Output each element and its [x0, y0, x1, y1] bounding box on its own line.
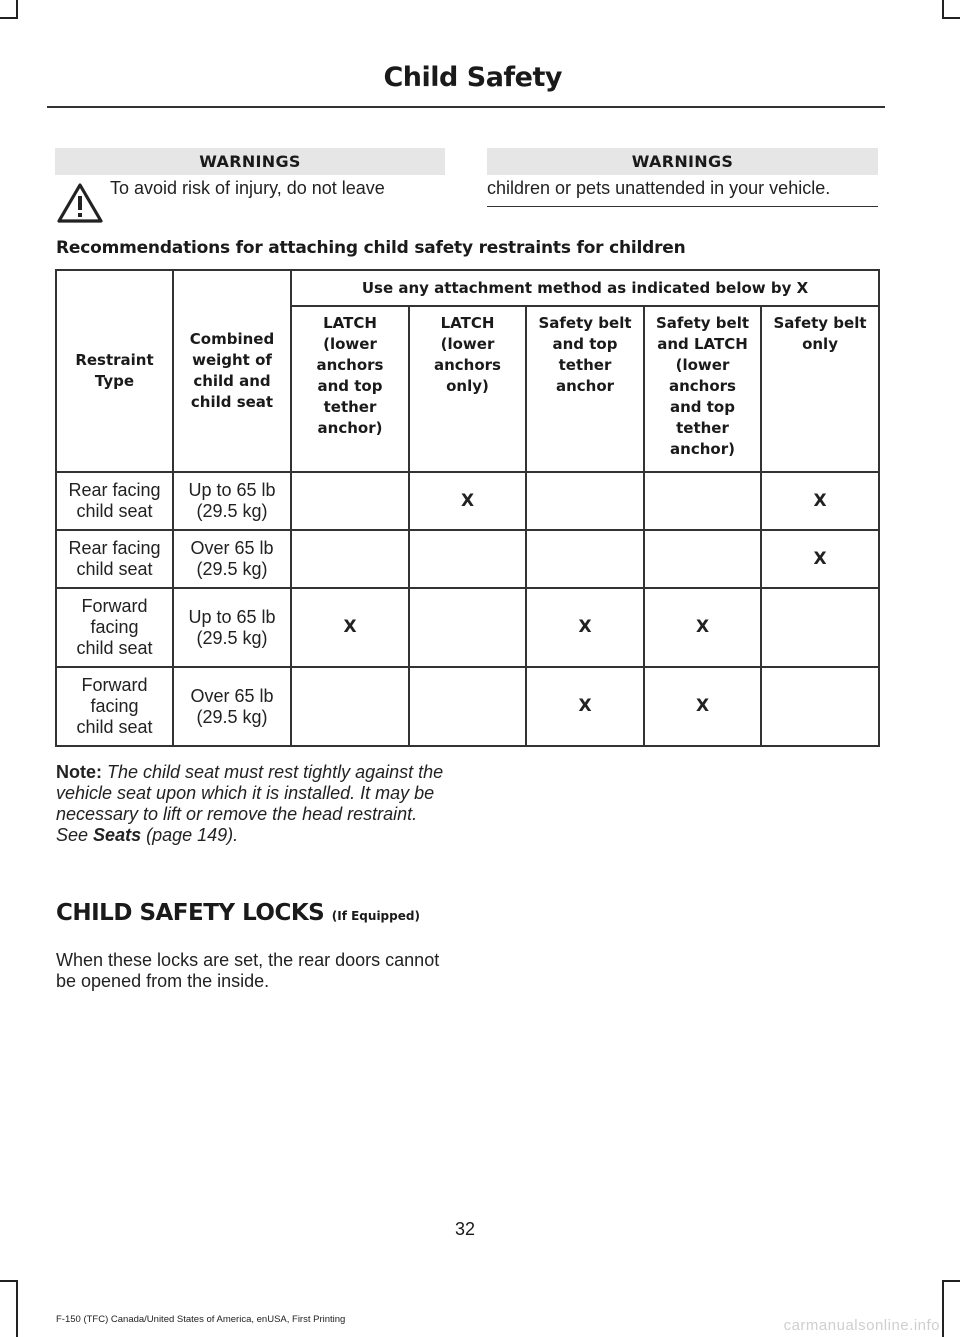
warnings-heading-left: WARNINGS — [55, 148, 445, 175]
mark-cell — [761, 667, 879, 746]
header-restraint-type: Restraint Type — [56, 270, 173, 472]
mark-cell: X — [526, 588, 644, 667]
child-locks-suffix: (If Equipped) — [331, 909, 420, 923]
header-belt-top-tether: Safety belt and top tether anchor — [526, 306, 644, 472]
warning-divider — [487, 206, 878, 207]
header-attachment-method: Use any attachment method as indicated below by X — [291, 270, 879, 306]
footer-text: F-150 (TFC) Canada/United States of America, enUSA, First Printing — [56, 1314, 346, 1325]
mark-cell — [761, 588, 879, 667]
crop-mark — [16, 1280, 18, 1337]
mark-cell — [291, 530, 409, 588]
header-combined-weight: Combined weight of child and child seat — [173, 270, 291, 472]
mark-cell — [291, 667, 409, 746]
mark-cell — [409, 530, 526, 588]
child-locks-title: CHILD SAFETY LOCKS — [56, 900, 325, 926]
weight-cell: Up to 65 lb (29.5 kg) — [173, 588, 291, 667]
header-belt-latch: Safety belt and LATCH (lower anchors and top tether anchor) — [644, 306, 761, 472]
mark-cell — [526, 530, 644, 588]
warning-text-right: children or pets unattended in your vehicle. — [487, 178, 831, 198]
crop-mark — [0, 1280, 18, 1282]
page-title: Child Safety — [383, 62, 562, 93]
mark-cell: X — [644, 588, 761, 667]
child-locks-heading — [56, 900, 420, 926]
table-row — [56, 667, 879, 746]
mark-cell — [644, 472, 761, 530]
mark-cell: X — [526, 667, 644, 746]
note-paragraph — [56, 762, 451, 846]
warning-text-left: To avoid risk of injury, do not leave — [110, 178, 385, 198]
table-row — [56, 588, 879, 667]
weight-cell: Up to 65 lb (29.5 kg) — [173, 472, 291, 530]
note-text: The child seat must rest tightly against the vehicle seat upon which it is installed. It may be necessary to lift or remove the head restraint. See — [56, 762, 444, 845]
restraint-type-cell: Forward facing child seat — [56, 667, 173, 746]
mark-cell: X — [761, 472, 879, 530]
restraint-type-cell: Rear facing child seat — [56, 472, 173, 530]
crop-mark — [942, 1280, 960, 1282]
warnings-heading-right: WARNINGS — [487, 148, 878, 175]
crop-mark — [942, 1280, 944, 1337]
mark-cell — [526, 472, 644, 530]
mark-cell — [409, 588, 526, 667]
restraint-table — [55, 269, 880, 747]
table-row — [56, 472, 879, 530]
restraint-type-cell: Forward facing child seat — [56, 588, 173, 667]
header-belt-only: Safety belt only — [761, 306, 879, 472]
weight-cell: Over 65 lb (29.5 kg) — [173, 530, 291, 588]
mark-cell — [409, 667, 526, 746]
child-locks-text: When these locks are set, the rear doors cannot be opened from the inside. — [56, 950, 440, 991]
note-page-ref: (page 149). — [146, 825, 239, 845]
page-number: 32 — [454, 1219, 476, 1239]
header-latch-top-tether: LATCH (lower anchors and top tether anchor) — [291, 306, 409, 472]
mark-cell — [644, 530, 761, 588]
crop-mark — [942, 17, 960, 19]
mark-cell: X — [644, 667, 761, 746]
table-row — [56, 530, 879, 588]
seats-link[interactable]: Seats — [93, 825, 142, 845]
crop-mark — [0, 17, 18, 19]
weight-cell: Over 65 lb (29.5 kg) — [173, 667, 291, 746]
section-title: Recommendations for attaching child safety restraints for children — [56, 238, 686, 258]
header-divider — [47, 106, 885, 108]
watermark: carmanualsonline.info — [783, 1317, 940, 1334]
mark-cell — [291, 472, 409, 530]
warning-triangle-icon — [56, 182, 104, 224]
mark-cell: X — [291, 588, 409, 667]
restraint-type-cell: Rear facing child seat — [56, 530, 173, 588]
mark-cell: X — [761, 530, 879, 588]
header-latch-only: LATCH (lower anchors only) — [409, 306, 526, 472]
mark-cell: X — [409, 472, 526, 530]
note-label: Note: — [56, 762, 102, 782]
